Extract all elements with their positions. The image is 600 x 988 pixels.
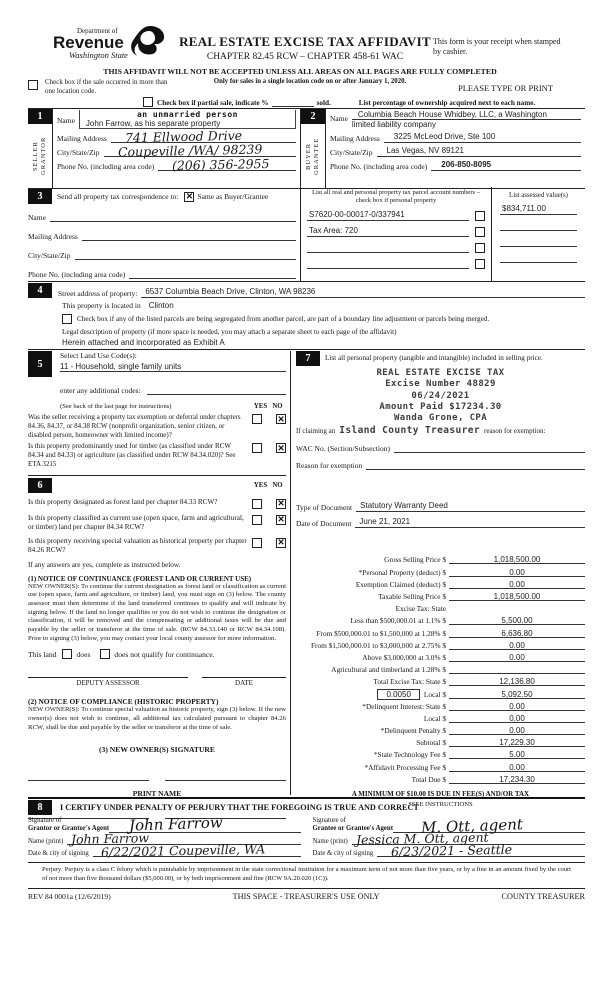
tax-row-label: Exemption Claimed (deduct) $ (355, 579, 446, 589)
tax-row-value-line[interactable] (449, 713, 585, 723)
section-5-number: 5 (28, 351, 52, 377)
tax-row-value-line[interactable] (449, 591, 585, 601)
stamp-line: REAL ESTATE EXCISE TAX (376, 368, 505, 378)
legal-description-label: Legal description of property (if more space is needed, you may attach a separate sheet to each page of the affidavit) (62, 328, 397, 336)
certify-text: I CERTIFY UNDER PENALTY OF PERJURY THAT THE FOREGOING IS TRUE AND CORRECT (60, 803, 419, 812)
tax-row-value-line[interactable] (449, 640, 585, 650)
tax-row-label: Less than $500,000.01 at 1.1% $ (350, 616, 446, 626)
street-address-label: Street address of property: (58, 289, 138, 298)
parcel-row (307, 221, 485, 237)
question-text: Is this property classified as current use (open space, farm and agricultural, or timber) land per chapter 84.34 RCW? (28, 513, 244, 531)
form-title-block (150, 34, 460, 62)
tax-row-value-line[interactable] (449, 725, 585, 735)
section-2-rail (301, 109, 326, 188)
tax-row-value: 6,636.80 (501, 628, 533, 638)
grantor-sig-label2: Grantor or Grantor's Agent (28, 825, 110, 833)
tax-row-value-line[interactable] (449, 689, 585, 699)
assessed-row (500, 247, 577, 263)
section-3-number: 3 (28, 189, 52, 204)
buyer-phone-label: Phone No. (including area code) (330, 162, 428, 171)
tax-corr-city-field[interactable] (28, 250, 296, 260)
tax-row-label: 0.0050 Local $ (296, 690, 449, 699)
tax-row-label: Above $3,000,000 at 3.0% $ (362, 652, 446, 662)
same-as-buyer-checkbox[interactable] (184, 192, 194, 202)
tax-row-value-line[interactable] (449, 749, 585, 759)
tax-row-value: 17,229.30 (499, 738, 535, 748)
tax-row-value-line[interactable] (449, 579, 585, 589)
tax-row (296, 552, 585, 564)
stamp-treasurer: Island County Treasurer (339, 425, 481, 437)
tax-row-label: Total Due $ (411, 774, 446, 784)
print-name-label: PRINT NAME (132, 788, 182, 798)
tax-row-value-line[interactable] (449, 762, 585, 772)
continuance-prefix: This land (28, 649, 57, 659)
instructions-note: (See back of the last page for instructions) (60, 403, 172, 410)
logo-dept-text: Department of (77, 27, 118, 35)
see-instructions-note: *SEE INSTRUCTIONS (408, 800, 473, 808)
section-3-header: Send all property tax correspondence to: (57, 192, 179, 201)
tax-corr-city-label: City/State/Zip (28, 251, 71, 260)
yes-checkbox[interactable] (252, 443, 262, 453)
tax-row (296, 699, 585, 711)
tax-row (296, 674, 585, 686)
buyer-phone-field[interactable] (330, 161, 581, 171)
grantor-sig-label1: Signature of (28, 817, 62, 824)
does-not-checkbox[interactable] (100, 649, 110, 659)
question-row (28, 442, 286, 468)
sold-label: sold. (316, 99, 331, 107)
grantee-date-city-value: 6/23/2021 - Seattle (391, 841, 513, 860)
parcel-column (301, 187, 492, 281)
footer-row (28, 888, 585, 901)
tax-row (296, 577, 585, 589)
date-doc-label: Date of Document (296, 519, 352, 529)
buyer-phone-value: 206-850-8095 (441, 160, 492, 169)
tax-row-label: *Delinquent Penalty $ (380, 726, 446, 736)
grantee-name-print-label: Name (print) (312, 838, 348, 846)
no-checkbox[interactable] (276, 515, 286, 525)
deputy-assessor-line[interactable]: DEPUTY ASSESSOR (28, 677, 188, 687)
tax-row (296, 747, 585, 759)
tax-row-value-line[interactable] (449, 701, 585, 711)
date-of-document-field[interactable] (296, 518, 585, 528)
seller-name-field[interactable] (57, 110, 296, 129)
tax-row-label: From $1,500,000.01 to $3,000,000 at 2.75% $ (311, 640, 446, 650)
tax-row-label: *Affidavit Processing Fee $ (364, 762, 446, 772)
tax-corr-mailing-field[interactable] (28, 231, 296, 241)
grantor-name-print-label: Name (print) (28, 838, 64, 846)
treasurer-use-label: THIS SPACE - TREASURER'S USE ONLY (232, 892, 380, 901)
stamp-line: Excise Number 48829 (385, 379, 496, 390)
grantee-sig-label1: Signature of (312, 817, 346, 824)
section-2-buyer (301, 109, 585, 188)
tax-row-value: 0.00 (509, 762, 525, 772)
assessed-value: $834,711.00 (502, 204, 546, 213)
question-row (28, 498, 286, 509)
question-text: Is this property receiving special valuation as historical property per chapter 84.26 RCW? (28, 536, 247, 554)
multi-location-checkbox[interactable] (28, 80, 38, 90)
excise-tax-table (296, 552, 585, 784)
assessed-header: List assessed value(s) (509, 192, 568, 199)
new-owner-signature-label: (3) NEW OWNER(S) SIGNATURE (99, 744, 215, 754)
tax-row-value-line[interactable] (449, 628, 585, 638)
county-treasurer-label: COUNTY TREASURER (501, 892, 585, 901)
personal-property-checkbox[interactable] (475, 227, 485, 237)
buyer-name-label: Name (330, 114, 348, 123)
type-of-document-field[interactable] (296, 502, 585, 512)
grantee-name-print-value: Jessica M. Ott, agent (355, 829, 489, 848)
buyer-name-line2: limited liability company (351, 120, 436, 129)
yes-checkbox[interactable] (252, 414, 262, 424)
tax-row-value: 17,234.30 (499, 774, 535, 784)
tax-row-label: Local $ (423, 713, 446, 723)
stamp-line: Amount Paid $17234.30 (379, 401, 502, 412)
parcel-number: Tax Area: 720 (309, 226, 358, 236)
tax-row (296, 735, 585, 747)
seller-name-line2: John Farrow, as his separate property (85, 119, 221, 128)
treasurer-stamp (296, 368, 585, 424)
tax-corr-name-field[interactable] (28, 212, 296, 222)
tax-corr-mailing-label: Mailing Address (28, 232, 78, 241)
buyer-mailing-field[interactable] (330, 133, 581, 143)
grantee-date-city-label: Date & city of signing (312, 850, 374, 858)
parcel-header: List all real and personal property tax parcel account numbers – check box if personal property (311, 189, 481, 205)
tax-row-label: From $500,000.01 to $1,500,000 at 1.28% $ (316, 628, 446, 638)
question-text: Was the seller receiving a property tax exemption or deferral under chapters 84.36, 84.37, or 84.38 RCW (nonprofit organization, senior citizen, or disabled person, homeowner with limited income)? (28, 413, 241, 439)
tax-row (296, 613, 585, 625)
assessed-row (500, 215, 577, 231)
land-use-title: Select Land Use Code(s): (60, 351, 137, 360)
tax-row-label: Subtotal $ (416, 738, 446, 748)
no-header: NO (272, 403, 283, 410)
section-4-number: 4 (28, 283, 52, 298)
section-6-questions (28, 498, 286, 555)
buyer-city-label: City/State/Zip (330, 148, 373, 157)
tax-row-value: 5,092.50 (501, 689, 533, 699)
tax-row-value-line[interactable] (449, 652, 585, 662)
land-use-code-value[interactable]: 11 - Household, single family units (60, 362, 286, 372)
wac-field[interactable] (296, 443, 585, 453)
grantor-name-print-value: John Farrow (71, 829, 150, 847)
seller-city-label: City/State/Zip (57, 148, 100, 157)
perjury-note (28, 862, 585, 884)
section-5-questions (28, 413, 286, 469)
logo-agency-text: Revenue (53, 33, 124, 52)
tax-row-value-line[interactable] (449, 615, 585, 625)
seller-phone-value: (206) 356-2955 (172, 155, 270, 173)
tax-corr-name-label: Name (28, 213, 46, 222)
tax-row-value: 5.00 (509, 750, 525, 760)
located-in-label: This property is located in (62, 301, 141, 310)
notice1-title: (1) NOTICE OF CONTINUANCE (FOREST LAND OR CURRENT USE) (28, 574, 252, 583)
section-8 (28, 797, 585, 860)
tax-row (296, 601, 585, 613)
tax-row-value: 0.00 (509, 567, 525, 577)
tax-row-value: 0.00 (509, 726, 525, 736)
grantor-signature-block (28, 813, 313, 860)
reason-field[interactable] (296, 460, 585, 470)
tax-row (296, 662, 585, 674)
parcel-row (307, 237, 485, 253)
personal-property-checkbox[interactable] (475, 243, 485, 253)
grantor-date-city-label: Date & city of signing (28, 850, 89, 858)
partial-sale-percent-field[interactable] (272, 106, 314, 107)
personal-property-checkbox[interactable] (475, 211, 485, 221)
partial-sale-label: Check box if partial sale, indicate % (157, 99, 269, 107)
owner-signature-line-2[interactable] (165, 780, 286, 781)
additional-codes-field[interactable] (28, 385, 286, 395)
tax-row-label: *Personal Property (deduct) $ (358, 567, 446, 577)
tax-row-value-line[interactable] (449, 554, 585, 564)
logo-state-text: Washington State (69, 50, 128, 61)
same-as-buyer-label: Same as Buyer/Grantee (197, 192, 269, 201)
tax-row-value: 1,018,500.00 (493, 592, 541, 601)
grantee-signature-block (312, 815, 586, 860)
does-not-label: does not qualify for continuance. (114, 649, 215, 659)
buyer-city-value: Las Vegas, NV 89121 (386, 146, 464, 155)
notice2-body: NEW OWNER(S): To continue special valuation as historic property, sign (3) below. If the new owner(s) does not wish to continue, all additional tax calculated pursuant to chapter 84.26 RCW, shall be due and payable by the seller or transferor at the time of sale. (28, 706, 286, 731)
assessed-list (500, 199, 577, 263)
if-yes-note: If any answers are yes, complete as instructed below. (28, 560, 181, 569)
local-rate-box: 0.0050 (377, 689, 419, 700)
tax-row (296, 711, 585, 723)
section-6 (28, 475, 286, 819)
parcel-row (307, 205, 485, 221)
tax-row-value-line[interactable] (449, 737, 585, 747)
type-doc-label: Type of Document (296, 503, 353, 513)
section-6-number: 6 (28, 478, 52, 493)
notice1-body: NEW OWNER(S): To continue the current designation as forest land or classification as current use (open space, farm and agriculture, or timber) land, you must sign on (3) below. The county assessor must then determine if the land transferred continues to qualify and will indicate by signing below. If the land no longer qualifies or you do not wish to continue the designation or classification, it will be removed and the compensating or additional taxes will be due and payable by the seller or transferor at the time of sale. (RCW 84.33.140 or RCW 84.34.108). Prior to signing (3) below, you may contact your local county assessor for more information. (28, 582, 286, 642)
no-checkbox[interactable] (276, 443, 286, 453)
parcel-row (307, 253, 485, 269)
tax-row-label: Excise Tax: State (395, 604, 446, 614)
tax-row (296, 650, 585, 662)
section-7-title: List all personal property (tangible and intangible) included in selling price. (325, 354, 543, 362)
buyer-name-line1: Columbia Beach House Whidbey, LLC, a Washington (352, 110, 581, 120)
buyer-name-field[interactable] (330, 110, 581, 129)
tax-row-label: *State Technology Fee $ (373, 750, 446, 760)
tax-row-value: 0.00 (509, 579, 525, 589)
grantee-sig-label2: Grantee or Grantee's Agent (312, 825, 393, 833)
receipt-note: This form is your receipt when stamped by cashier. (433, 37, 561, 56)
tax-row-value-line[interactable] (449, 676, 585, 686)
no-checkbox[interactable] (276, 499, 286, 509)
tax-row (296, 686, 585, 698)
tax-corr-phone-field[interactable] (28, 269, 296, 279)
form-subtitle: CHAPTER 82.45 RCW – CHAPTER 458-61 WAC (206, 52, 404, 62)
form-title: REAL ESTATE EXCISE TAX AFFIDAVIT (179, 34, 431, 49)
wac-label: WAC No. (Section/Subsection) (296, 444, 390, 454)
seller-mailing-label: Mailing Address (57, 134, 107, 143)
tax-row-label: Total Excise Tax: State $ (373, 677, 446, 687)
personal-property-checkbox[interactable] (475, 259, 485, 269)
question-row (28, 537, 286, 555)
rev-label: REV 84 0001a (12/6/2019) (28, 892, 111, 901)
section-1-rail (28, 109, 53, 188)
section-1-number: 1 (28, 109, 52, 124)
parcel-list (307, 205, 485, 269)
no-checkbox[interactable] (276, 538, 286, 548)
tax-row (296, 759, 585, 771)
yes-checkbox[interactable] (252, 515, 262, 525)
minimum-fee-note: A MINIMUM OF $10.00 IS DUE IN FEE(S) AND/OR TAX (351, 789, 530, 798)
tax-row-value-line[interactable] (449, 567, 585, 577)
tax-row (296, 589, 585, 601)
section-7-number: 7 (296, 351, 320, 366)
seller-phone-field[interactable] (57, 155, 296, 173)
grantor-date-city-value: 6/22/2021 Coupeville, WA (100, 841, 266, 860)
tax-row-value: 5,500.00 (501, 616, 533, 626)
parties-row (28, 108, 585, 189)
tax-row-label: Gross Selling Price $ (384, 555, 446, 565)
segregated-label: Check box if any of the listed parcels are being segregated from another parcel, are part of a boundary line adjustment or parcels being merged. (77, 315, 490, 323)
tax-row-value-line[interactable] (449, 673, 585, 674)
tax-row-label: Agricultural and timberland at 1.28% $ (331, 665, 446, 675)
does-label: does (76, 649, 91, 659)
multi-location-label: Check box if the sale occurred in more than one location code. (45, 78, 168, 96)
tax-row (296, 564, 585, 576)
tax-row-value: 0.00 (509, 713, 525, 723)
question-text: Is this property designated as forest land per chapter 84.33 RCW? (28, 497, 218, 506)
owner-signature-line-1[interactable] (28, 780, 149, 781)
parcel-number: S7620-00-00017-0/337941 (309, 210, 405, 220)
reason-label: Reason for exemption (296, 461, 363, 471)
assessed-row (500, 199, 577, 215)
tax-row-value-line[interactable] (449, 774, 585, 784)
tax-row (296, 772, 585, 784)
tax-corr-phone-label: Phone No. (including area code) (28, 270, 126, 279)
tax-row-value: 0.00 (509, 701, 525, 711)
partial-sale-row (143, 97, 535, 107)
tax-row-value: 1,018,500.00 (493, 555, 541, 565)
segregated-checkbox[interactable] (62, 314, 72, 324)
seller-city-value: Coupeville /WA/ 98239 (117, 140, 263, 160)
tax-row (296, 723, 585, 735)
buyer-mailing-label: Mailing Address (330, 134, 380, 143)
seller-name-line1: an unmarried person (136, 110, 238, 119)
section-8-number: 8 (28, 800, 52, 815)
please-type-label: PLEASE TYPE OR PRINT (458, 83, 554, 93)
question-row (28, 413, 286, 439)
assessed-column (492, 187, 585, 281)
yes-checkbox[interactable] (252, 538, 262, 548)
tax-row-value: 12,136.80 (499, 677, 535, 687)
located-in-value: Clinton (148, 301, 174, 310)
assessor-date-line[interactable]: DATE (202, 677, 286, 687)
section-4 (28, 283, 585, 350)
column-divider (290, 351, 291, 795)
yes-checkbox[interactable] (252, 499, 262, 509)
section-1-side-label: SELLER GRANTOR (32, 136, 47, 176)
tax-row-value: 0.00 (509, 652, 525, 662)
single-location-note: Only for sales in a single location code on or after January 1, 2020. (213, 78, 407, 85)
grantee-signature-value: M. Ott, agent (420, 815, 524, 838)
street-address-value: 6537 Columbia Beach Drive, Clinton, WA 98236 (145, 287, 316, 296)
section-2-side-label: BUYER GRANTEE (305, 137, 320, 175)
tax-row (296, 638, 585, 650)
perjury-text: Perjury: Perjury is a class C felony which is punishable by imprisonment in the state correctional institution for a maximum term of not more than five years, or by a fine in an amount fixed by the court of not more than five thousand dollars ($5,000.00), or by both imprisonment and fine (RCW 9A.20.020 (1C)). (42, 866, 571, 882)
buyer-city-field[interactable] (330, 147, 581, 157)
seller-name-label: Name (57, 116, 75, 125)
does-checkbox[interactable] (62, 649, 72, 659)
section-1-seller (28, 109, 301, 188)
tax-row-value: 0.00 (509, 640, 525, 650)
section-3 (28, 187, 585, 282)
seller-phone-label: Phone No. (including area code) (57, 162, 155, 171)
section-5 (28, 351, 286, 469)
question-text: Is this property predominantly used for timber (as classified under RCW 84.34 and 84.33) or agriculture (as classified under RCW 84.34.020)? See ETA 3215 (28, 442, 236, 468)
stamp-line: Wanda Grone, CPA (393, 413, 488, 423)
grantor-signature-value: John Farrow (128, 813, 224, 835)
notice2-title: (2) NOTICE OF COMPLIANCE (HISTORIC PROPERTY) (28, 697, 219, 707)
stamp-line: 06/24/2021 (411, 390, 470, 401)
ownership-note: List percentage of ownership acquired next to each name. (358, 99, 536, 107)
tax-row-label: *Delinquent Interest: State $ (362, 701, 446, 711)
no-header-6: NO (272, 481, 283, 489)
section-7 (296, 351, 585, 808)
yes-header-6: YES (253, 481, 268, 489)
left-column (28, 351, 286, 819)
buyer-mailing-value: 3225 McLeod Drive, Ste 100 (393, 132, 496, 141)
additional-codes-label: enter any additional codes: (60, 386, 141, 395)
tax-row-label: Taxable Selling Price $ (378, 592, 446, 601)
claiming-suffix: reason for exemption: (484, 426, 546, 435)
street-address-field[interactable] (141, 288, 585, 298)
seller-mailing-value: 741 Ellwood Drive (124, 127, 243, 145)
bold-notice: THIS AFFIDAVIT WILL NOT BE ACCEPTED UNLESS ALL AREAS ON ALL PAGES ARE FULLY COMPLETED (103, 67, 497, 76)
partial-sale-checkbox[interactable] (143, 97, 153, 107)
question-row (28, 514, 286, 532)
claiming-prefix: If claiming an (296, 426, 336, 435)
assessed-row (500, 231, 577, 247)
no-checkbox[interactable] (276, 414, 286, 424)
date-doc-value: June 21, 2021 (359, 517, 411, 527)
type-doc-value: Statutory Warranty Deed (360, 501, 448, 511)
legal-description-value: Herein attached and incorporated as Exhibit A (62, 338, 225, 347)
claiming-line (296, 425, 585, 436)
section-2-number: 2 (301, 109, 325, 124)
tax-row (296, 625, 585, 637)
yes-header: YES (253, 403, 268, 410)
